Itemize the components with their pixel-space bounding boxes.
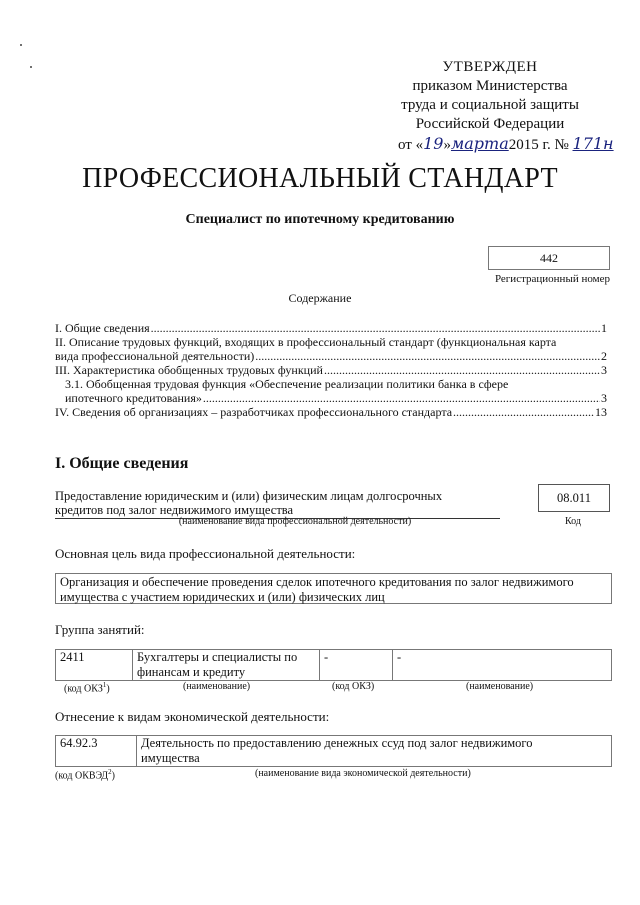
okved-name-caption: (наименование вида экономической деятельности) xyxy=(255,768,471,779)
toc-item[interactable] xyxy=(55,391,607,405)
toc-item-page: 2 xyxy=(601,349,607,363)
date-mid: » xyxy=(443,137,451,153)
activity-name-line: Предоставление юридическим и (или) физическим лицам долгосрочных xyxy=(55,489,443,503)
toc-leader xyxy=(151,321,600,335)
scan-speck xyxy=(30,66,32,68)
toc-item-text: II. Описание трудовых функций, входящих в профессиональный стандарт (функциональная карта xyxy=(55,335,557,349)
handwritten-day: 19 xyxy=(423,134,444,153)
caption-text: ) xyxy=(111,770,115,782)
approval-date-line xyxy=(380,134,614,155)
approval-line: приказом Министерства xyxy=(412,78,568,94)
approval-line: Российской Федерации xyxy=(415,116,565,132)
goal-box xyxy=(55,573,612,604)
okz-name-cell xyxy=(133,650,320,681)
okved-name-cell xyxy=(137,736,612,767)
toc-item-page: 3 xyxy=(601,391,607,405)
scan-speck xyxy=(20,44,22,46)
document-title: ПРОФЕССИОНАЛЬНЫЙ СТАНДАРТ xyxy=(82,163,558,194)
handwritten-order-number: 171н xyxy=(572,134,614,153)
date-prefix: от « xyxy=(398,137,424,153)
caption-text: (код ОКВЭД xyxy=(55,770,109,782)
okz-code-cell: - xyxy=(320,650,393,681)
toc-leader xyxy=(324,363,600,377)
toc-item-text: 3.1. Обобщенная трудовая функция «Обеспечение реализации политики банка в сфере xyxy=(65,377,509,391)
okz-code-caption xyxy=(64,681,110,694)
okz-code-caption: (код ОКЗ) xyxy=(332,681,375,692)
caption-text: ) xyxy=(106,683,110,695)
toc-item-page: 13 xyxy=(595,405,607,419)
toc-item-page: 3 xyxy=(601,363,607,377)
toc-item-text: ипотечного кредитования» xyxy=(65,391,202,405)
toc-leader xyxy=(203,391,600,405)
footnote-mark: 2 xyxy=(108,768,112,776)
okved-code-cell: 64.92.3 xyxy=(56,736,137,767)
okved-table xyxy=(55,735,612,767)
okz-name-caption: (наименование) xyxy=(466,681,534,692)
registration-number-label: Регистрационный номер xyxy=(494,273,610,285)
toc-item-text: I. Общие сведения xyxy=(55,321,150,335)
table-row xyxy=(56,650,612,681)
activity-name xyxy=(55,489,500,519)
table-row xyxy=(56,736,612,767)
toc-item-page: 1 xyxy=(601,321,607,335)
toc-leader xyxy=(255,349,600,363)
handwritten-month: марта xyxy=(450,134,509,153)
toc-item-text: III. Характеристика обобщенных трудовых функций xyxy=(55,363,323,377)
activity-name-line: кредитов под залог недвижимого имущества xyxy=(55,503,294,517)
okz-code-cell: 2411 xyxy=(56,650,133,681)
activity-caption: (наименование вида профессиональной деятельности) xyxy=(178,516,412,527)
section-heading: I. Общие сведения xyxy=(55,455,189,472)
toc-item[interactable] xyxy=(55,321,607,335)
toc-item[interactable] xyxy=(55,349,607,363)
toc-item-text: IV. Сведения об организациях – разработчиках профессионального стандарта xyxy=(55,405,453,419)
caption-text: (код ОКЗ xyxy=(64,683,103,695)
okved-name-line: Деятельность по предоставлению денежных ссуд под залог недвижимого xyxy=(141,736,533,750)
toc-leader xyxy=(453,405,594,419)
activity-code-box: 08.011 xyxy=(538,484,610,512)
activity-code-caption: Код xyxy=(565,516,581,527)
okved-code-caption xyxy=(55,768,115,781)
toc-title: Содержание xyxy=(288,291,352,305)
group-label: Группа занятий: xyxy=(55,622,145,637)
toc-list xyxy=(55,321,607,419)
approval-heading: УТВЕРЖДЕН xyxy=(442,59,538,75)
goal-label: Основная цель вида профессиональной деятельности: xyxy=(55,546,356,561)
okved-name-line: имущества xyxy=(141,751,200,765)
document-subtitle: Специалист по ипотечному кредитованию xyxy=(185,212,455,227)
goal-line: Организация и обеспечение проведения сделок ипотечного кредитования по залог недвижимого xyxy=(60,575,574,589)
toc-item[interactable] xyxy=(55,363,607,377)
footnote-mark: 1 xyxy=(102,681,107,689)
okz-name-line: Бухгалтеры и специалисты по xyxy=(137,650,298,664)
approval-line: труда и социальной защиты xyxy=(401,97,579,113)
approval-block xyxy=(380,58,614,155)
toc-item-text: вида профессиональной деятельности) xyxy=(55,349,255,363)
okz-name-caption: (наименование) xyxy=(183,681,251,692)
toc-item[interactable] xyxy=(55,377,607,391)
toc-item[interactable] xyxy=(55,335,607,349)
okz-name-cell: - xyxy=(393,650,612,681)
toc-item[interactable] xyxy=(55,405,607,419)
okz-name-line: финансам и кредиту xyxy=(137,665,246,679)
date-year: 2015 г. № xyxy=(508,137,569,153)
occupation-group-table xyxy=(55,649,612,681)
goal-line: имущества с участием юридических и (или) физических лиц xyxy=(60,590,385,604)
registration-number-box: 442 xyxy=(488,246,610,270)
okved-label: Отнесение к видам экономической деятельности: xyxy=(55,709,330,724)
